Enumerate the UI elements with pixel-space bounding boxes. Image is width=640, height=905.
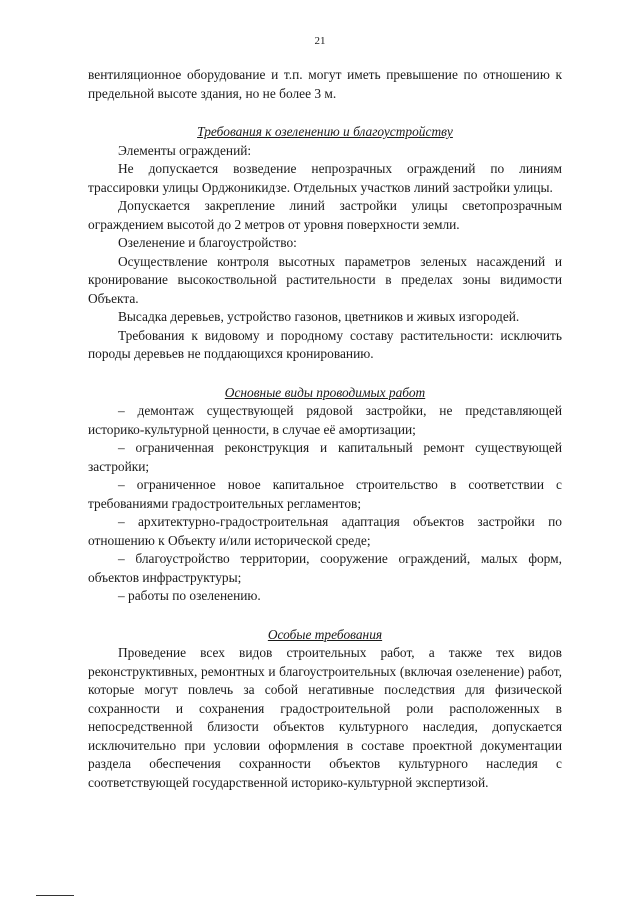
section-heading-landscaping: Требования к озеленению и благоустройству (197, 124, 453, 139)
list-item: – архитектурно-градостроительная адаптация объектов застройки по отношению к Объекту и/или исторической среде; (88, 514, 562, 548)
list-item: – ограниченная реконструкция и капитальный ремонт существующей застройки; (88, 440, 562, 474)
document-body (88, 66, 562, 792)
page-number: 21 (314, 35, 326, 47)
paragraph: Требования к видовому и породному составу растительности: исключить породы деревьев не поддающихся кронированию. (88, 327, 562, 361)
paragraph: Высадка деревьев, устройство газонов, цветников и живых изгородей. (118, 309, 520, 324)
paragraph: Элементы ограждений: (118, 142, 252, 158)
paragraph: Допускается закрепление линий застройки улицы светопрозрачным ограждением высотой до 2 метров от уровня поверхности земли. (88, 198, 562, 232)
paragraph: Не допускается возведение непрозрачных ограждений по линиям трассировки улицы Орджоникидзе. Отдельных участков линий застройки улицы. (88, 161, 562, 195)
paragraph: Осуществление контроля высотных параметров зеленых насаждений и кронирование высокоствольной растительности в пределах зоны видимости Объекта. (88, 253, 562, 306)
paragraph: Проведение всех видов строительных работ, а также тех видов реконструктивных, ремонтных и благоустроительных (включая озеленение) работ, которые могут повлечь за собой негативные последствия для физической сохранности и сохранения градостроительной роли расположенных в непосредственной близости объектов культурного наследия, допускается исключительно при условии оформления в составе проектной документации раздела обеспечения сохранности объектов культурного наследия с соответствующей государственной историко-культурной экспертизой. (88, 645, 562, 790)
list-item: – ограниченное новое капитальное строительство в соответствии с требованиями градостроительных регламентов; (88, 477, 562, 511)
paragraph: Озеленение и благоустройство: (118, 235, 297, 250)
list-item: – демонтаж существующей рядовой застройки, не представляющей историко-культурной ценности, в случае её амортизации; (88, 403, 562, 437)
intro-paragraph: вентиляционное оборудование и т.п. могут иметь превышение по отношению к предельной высоте здания, но не более 3 м. (88, 67, 562, 101)
list-item: – работы по озеленению. (118, 588, 261, 603)
section-heading-main-works: Основные виды проводимых работ (224, 384, 426, 400)
list-item: – благоустройство территории, сооружение ограждений, малых форм, объектов инфраструктуры; (88, 551, 562, 585)
footnote-rule (36, 895, 74, 896)
section-heading-special-requirements: Особые требования (267, 626, 383, 642)
